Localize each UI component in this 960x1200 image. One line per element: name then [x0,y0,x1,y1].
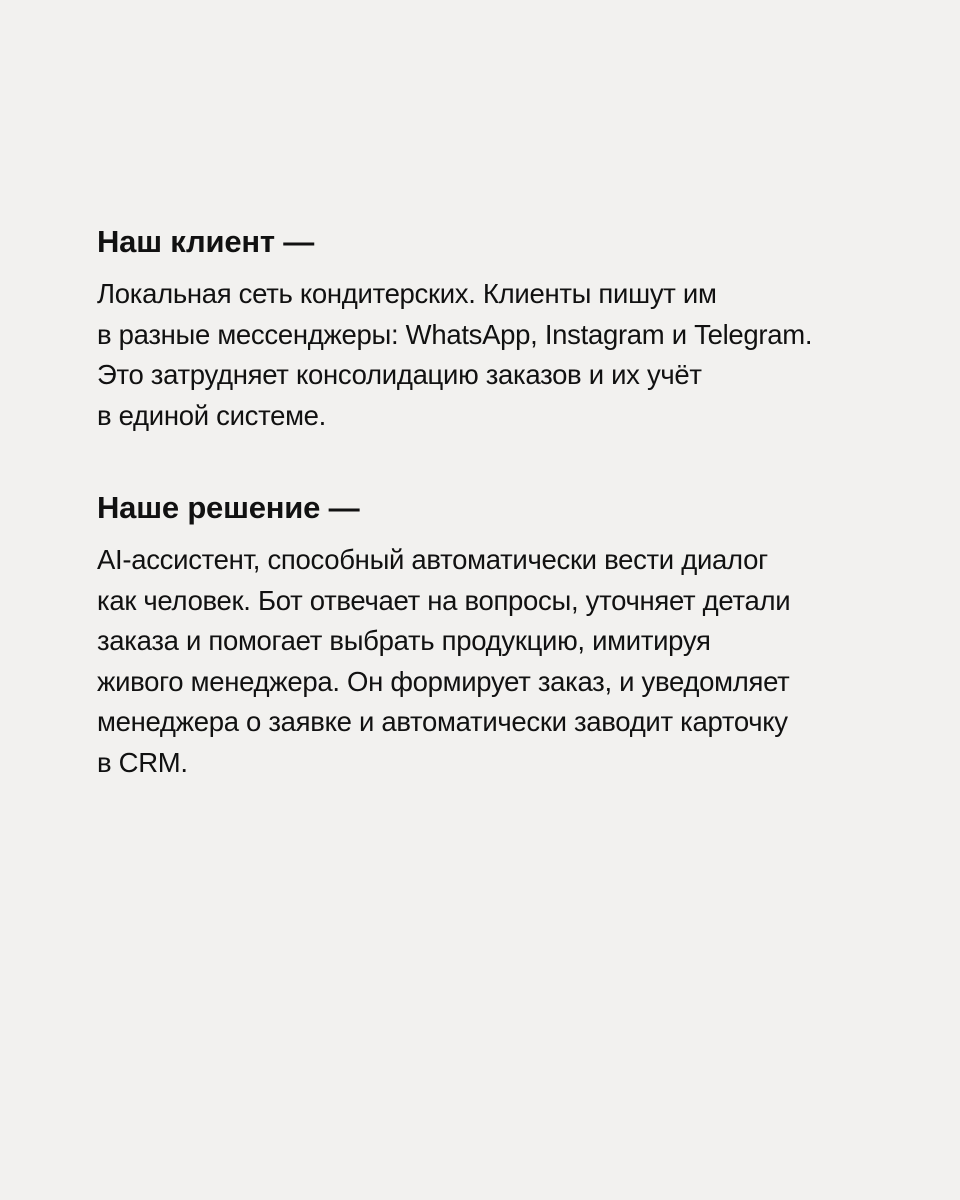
client-line: Локальная сеть кондитерских. Клиенты пишут им [97,278,717,309]
solution-line: заказа и помогает выбрать продукцию, имитируя [97,625,711,656]
client-line: в единой системе. [97,399,327,431]
solution-section [97,486,927,783]
text-content [97,220,927,783]
client-line: в разные мессенджеры: WhatsApp, Instagram и Telegram. [97,318,813,350]
solution-line: как человек. Бот отвечает на вопросы, уточняет детали [97,584,791,616]
client-description [97,274,927,436]
client-line: Это затрудняет консолидацию заказов и их учёт [97,359,702,390]
solution-line: в CRM. [97,746,188,778]
solution-line: живого менеджера. Он формирует заказ, и уведомляет [97,665,790,697]
client-heading: Наш клиент — [97,224,315,259]
client-section [97,220,927,436]
solution-line: AI-ассистент, способный автоматически вести диалог [97,544,768,575]
solution-line: менеджера о заявке и автоматически заводит карточку [97,706,788,737]
solution-heading: Наше решение — [97,490,360,525]
solution-description [97,540,927,783]
